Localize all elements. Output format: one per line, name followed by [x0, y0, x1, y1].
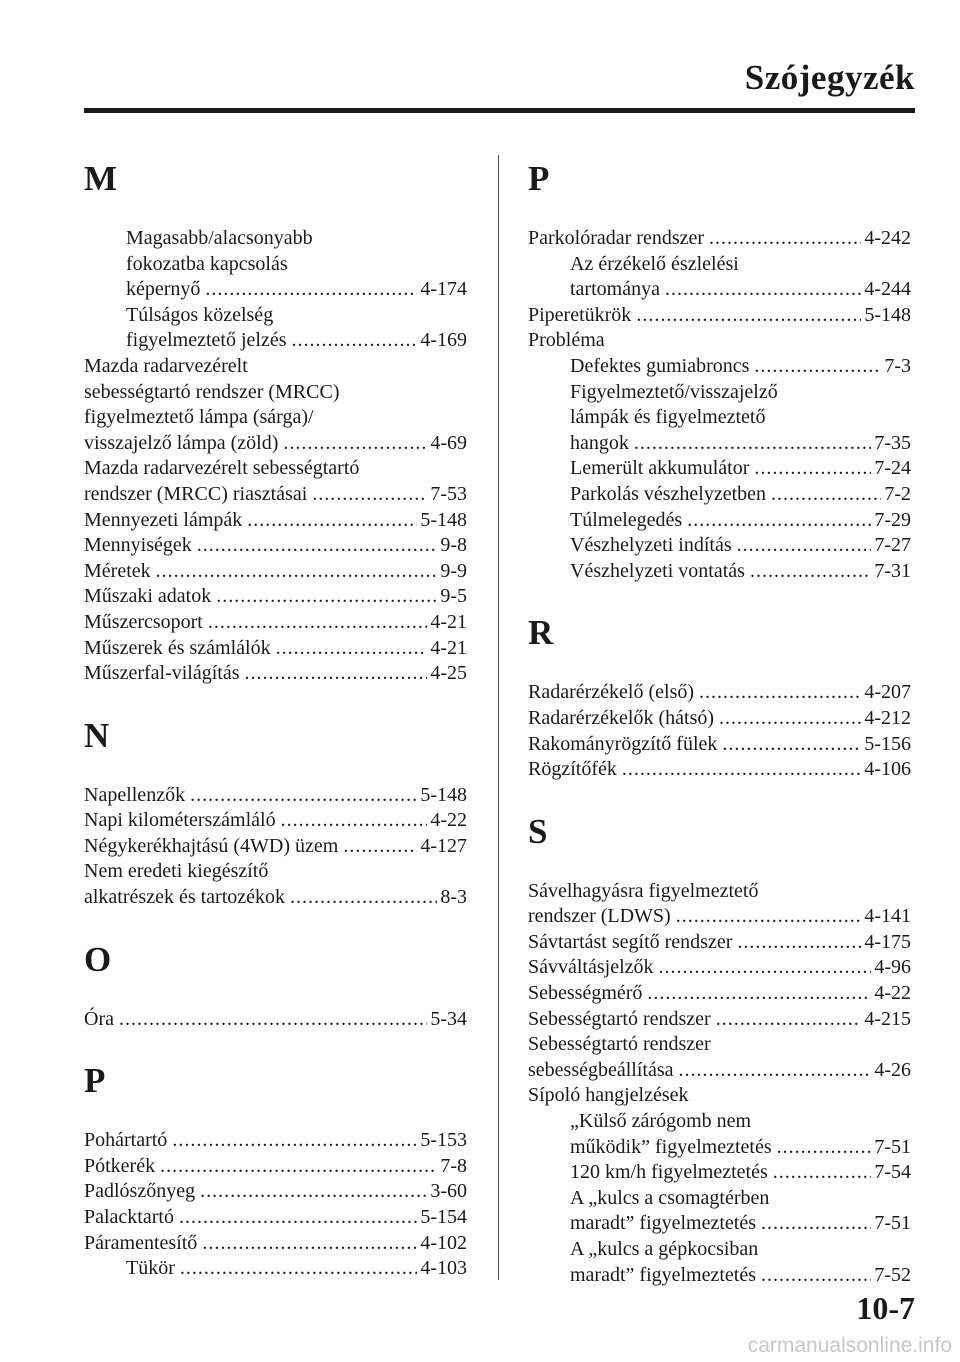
entry-text: 120 km/h figyelmeztetés [570, 1161, 768, 1184]
entry-page-ref: 5-156 [864, 732, 911, 755]
left-column [84, 150, 467, 1282]
index-entry [84, 1179, 467, 1205]
entry-page-ref: 4-141 [864, 905, 911, 928]
entry-page-ref: 8-3 [440, 886, 467, 909]
index-entry-line: A „kulcs a csomagtérben [570, 1186, 770, 1209]
entry-page-ref: 4-26 [874, 1058, 911, 1081]
index-entry [84, 431, 467, 457]
entry-text: Műszercsoport [84, 610, 203, 633]
entry-page-ref: 7-3 [884, 354, 911, 377]
index-entry [84, 1128, 467, 1154]
dot-leader [676, 904, 862, 930]
dot-leader [179, 1205, 417, 1231]
index-entry-line: Sebességtartó rendszer [528, 1033, 711, 1056]
index-entry [84, 1007, 467, 1033]
index-entry-line: Túlságos közelség [126, 303, 274, 326]
index-entry [528, 904, 911, 930]
dot-leader [156, 559, 438, 585]
entry-text: Négykerékhajtású (4WD) üzem [84, 834, 339, 857]
dot-leader [208, 610, 427, 636]
dot-leader [205, 277, 417, 303]
entry-text: Parkolás vészhelyzetben [570, 482, 767, 505]
entry-page-ref: 4-127 [420, 834, 467, 857]
page-header-title: Szójegyzék [744, 58, 915, 97]
entry-text: Mennyiségek [84, 534, 192, 557]
entry-text: Óra [84, 1007, 114, 1030]
dot-leader [716, 1007, 862, 1033]
dot-leader [200, 1179, 427, 1205]
dot-leader [761, 1263, 871, 1289]
index-entry-line: Sávelhagyásra figyelmeztető [528, 879, 759, 902]
entry-text: Napi kilométerszámláló [84, 809, 276, 832]
index-entry [84, 1256, 467, 1282]
index-entry-line: Sípoló hangjelzések [528, 1084, 689, 1107]
dot-leader [636, 303, 861, 329]
entry-text: Méretek [84, 559, 151, 582]
entry-page-ref: 4-22 [430, 809, 467, 832]
entry-text: Rakományrögzítő fülek [528, 732, 718, 755]
section-letter: R [528, 613, 554, 653]
entry-text: Radarérzékelők (hátsó) [528, 706, 715, 729]
entry-text: Defektes gumiabroncs [570, 354, 750, 377]
entry-page-ref: 7-31 [874, 559, 911, 582]
index-entry [528, 354, 911, 380]
index-entry [528, 1058, 911, 1084]
index-entry [528, 456, 911, 482]
entry-text: működik” figyelmeztetés [570, 1135, 772, 1158]
dot-leader [665, 277, 861, 303]
dot-leader [281, 808, 428, 834]
entry-text: tartománya [570, 278, 660, 301]
dot-leader [750, 559, 871, 585]
entry-page-ref: 7-52 [874, 1263, 911, 1286]
index-entry [528, 533, 911, 559]
index-entry [84, 508, 467, 534]
entry-text: Lemerült akkumulátor [570, 457, 750, 480]
entry-page-ref: 9-8 [440, 534, 467, 557]
entry-page-ref: 7-51 [874, 1135, 911, 1158]
index-entry [528, 1263, 911, 1289]
index-entry [84, 661, 467, 687]
index-entry [84, 1205, 467, 1231]
entry-page-ref: 4-21 [430, 610, 467, 633]
entry-page-ref: 4-169 [420, 329, 467, 352]
index-entry [528, 559, 911, 585]
entry-text: maradt” figyelmeztetés [570, 1212, 757, 1235]
entry-text: Túlmelegedés [570, 508, 683, 531]
index-entry [528, 732, 911, 758]
index-entry [528, 757, 911, 783]
section-letter: N [84, 715, 110, 755]
index-entry-line: Nem eredeti kiegészítő [84, 860, 269, 883]
dot-leader [722, 732, 861, 758]
index-entry-line: figyelmeztető lámpa (sárga)/ [84, 406, 314, 429]
dot-leader [312, 482, 427, 508]
entry-page-ref: 4-212 [864, 706, 911, 729]
entry-page-ref: 4-96 [874, 956, 911, 979]
section-letter: M [84, 159, 118, 198]
entry-page-ref: 3-60 [430, 1180, 467, 1203]
entry-text: Mennyezeti lámpák [84, 508, 243, 531]
entry-text: Pohártartó [84, 1129, 168, 1152]
dot-leader [634, 431, 871, 457]
entry-page-ref: 4-25 [430, 662, 467, 685]
index-entry-line: Probléma [528, 329, 605, 352]
entry-text: Palacktartó [84, 1206, 174, 1229]
entry-page-ref: 4-175 [864, 930, 911, 953]
entry-text: Műszerfal-világítás [84, 662, 240, 685]
entry-text: Műszerek és számlálók [84, 636, 271, 659]
dot-leader [771, 482, 881, 508]
entry-page-ref: 4-244 [864, 278, 911, 301]
entry-text: képernyő [126, 278, 201, 301]
index-entry [84, 636, 467, 662]
entry-page-ref: 4-21 [430, 636, 467, 659]
index-entry-line: „Külső zárógomb nem [570, 1110, 752, 1133]
index-entry-line: Mazda radarvezérelt sebességtartó [84, 457, 360, 480]
index-entry [528, 1160, 911, 1186]
entry-page-ref: 7-27 [874, 534, 911, 557]
index-entry [528, 226, 911, 252]
entry-text: rendszer (LDWS) [528, 905, 671, 928]
index-entry-line: lámpák és figyelmeztető [570, 406, 766, 429]
section-letter: S [528, 811, 548, 851]
entry-text: sebességbeállítása [528, 1058, 674, 1081]
dot-leader [216, 584, 437, 610]
entry-text: Padlószőnyeg [84, 1180, 196, 1203]
index-entry [84, 277, 467, 303]
index-entry [528, 680, 911, 706]
dot-leader [737, 930, 861, 956]
dot-leader [709, 226, 861, 252]
entry-page-ref: 7-2 [884, 482, 911, 505]
entry-page-ref: 4-207 [864, 681, 911, 704]
page-number: 10-7 [856, 1290, 915, 1326]
entry-page-ref: 4-242 [864, 227, 911, 249]
index-entry [528, 1135, 911, 1161]
dot-leader [699, 680, 861, 706]
entry-text: Vészhelyzeti vontatás [570, 559, 745, 582]
dot-leader [659, 955, 872, 981]
dot-leader [719, 706, 861, 732]
index-entry [84, 1231, 467, 1257]
dot-leader [172, 1128, 417, 1154]
index-entry [84, 885, 467, 911]
entry-text: Műszaki adatok [84, 585, 212, 608]
index-entry-line: Mazda radarvezérelt [84, 354, 248, 377]
entry-page-ref: 7-29 [874, 508, 911, 531]
entry-page-ref: 4-106 [864, 758, 911, 781]
entry-page-ref: 7-35 [874, 431, 911, 454]
entry-text: figyelmeztető jelzés [126, 329, 287, 352]
entry-text: Sávváltásjelzők [528, 956, 654, 979]
index-entry [528, 431, 911, 457]
entry-page-ref: 5-34 [430, 1007, 467, 1030]
entry-page-ref: 5-153 [420, 1129, 467, 1152]
entry-page-ref: 4-22 [874, 982, 911, 1005]
index-entry-line: Magasabb/alacsonyabb [126, 227, 313, 249]
index-entry [84, 533, 467, 559]
index-entry [84, 559, 467, 585]
section-letter: P [528, 159, 550, 198]
dot-leader [761, 1211, 871, 1237]
index-entry-line: A „kulcs a gépkocsiban [570, 1238, 759, 1260]
dot-leader [622, 757, 861, 783]
index-entry [84, 584, 467, 610]
entry-text: rendszer (MRCC) riasztásai [84, 482, 308, 505]
entry-text: Rögzítőfék [528, 758, 617, 781]
dot-leader [290, 885, 437, 911]
entry-page-ref: 7-53 [430, 482, 467, 505]
index-entry [84, 482, 467, 508]
index-entry-line: Figyelmeztető/visszajelző [570, 380, 778, 403]
dot-leader [343, 834, 417, 860]
index-entry [528, 277, 911, 303]
entry-text: Tükör [126, 1257, 175, 1280]
entry-page-ref: 7-8 [440, 1154, 467, 1177]
dot-leader [190, 783, 417, 809]
section-letter: O [84, 939, 112, 979]
dot-leader [247, 508, 417, 534]
dot-leader [773, 1160, 872, 1186]
dot-leader [687, 508, 871, 534]
index-entry [84, 328, 467, 354]
index-entry [84, 1154, 467, 1180]
index-entry [528, 303, 911, 329]
entry-page-ref: 5-148 [420, 783, 467, 806]
dot-leader [180, 1256, 417, 1282]
dot-leader [119, 1007, 427, 1033]
entry-page-ref: 4-69 [430, 431, 467, 454]
entry-text: Napellenzők [84, 783, 186, 806]
entry-page-ref: 7-51 [874, 1212, 911, 1235]
index-entry [528, 981, 911, 1007]
dot-leader [276, 636, 428, 662]
index-entry-line: sebességtartó rendszer (MRCC) [84, 380, 340, 403]
entry-text: visszajelző lámpa (zöld) [84, 431, 279, 454]
index-entry-line: Az érzékelő észlelési [570, 252, 739, 275]
dot-leader [245, 661, 428, 687]
entry-text: Piperetükrök [528, 303, 632, 326]
dot-leader [197, 533, 438, 559]
entry-page-ref: 9-9 [440, 559, 467, 582]
entry-page-ref: 4-174 [420, 278, 467, 301]
entry-page-ref: 5-154 [420, 1206, 467, 1229]
dot-leader [291, 328, 417, 354]
dot-leader [283, 431, 427, 457]
index-entry [528, 706, 911, 732]
index-entry [528, 930, 911, 956]
entry-text: maradt” figyelmeztetés [570, 1263, 757, 1286]
entry-text: hangok [570, 431, 629, 454]
entry-text: Páramentesítő [84, 1231, 198, 1254]
index-entry [528, 508, 911, 534]
entry-page-ref: 5-148 [420, 508, 467, 531]
entry-text: Sebességtartó rendszer [528, 1007, 711, 1030]
entry-page-ref: 4-215 [864, 1007, 911, 1030]
dot-leader [777, 1135, 872, 1161]
index-entry [528, 1007, 911, 1033]
watermark: carmanualsonline.info [747, 1334, 952, 1357]
index-entry [84, 808, 467, 834]
entry-text: Radarérzékelő (első) [528, 681, 695, 704]
right-column [528, 150, 911, 1288]
dot-leader [737, 533, 872, 559]
dot-leader [679, 1058, 872, 1084]
index-entry [84, 783, 467, 809]
index-entry [528, 1211, 911, 1237]
index-entry [528, 955, 911, 981]
entry-page-ref: 5-148 [864, 303, 911, 326]
entry-text: Pótkerék [84, 1154, 156, 1177]
index-entry [84, 610, 467, 636]
entry-text: Sávtartást segítő rendszer [528, 930, 733, 953]
entry-page-ref: 9-5 [440, 585, 467, 608]
entry-page-ref: 7-24 [874, 457, 911, 480]
dot-leader [754, 354, 881, 380]
index-entry [84, 834, 467, 860]
dot-leader [160, 1154, 437, 1180]
entry-text: Vészhelyzeti indítás [570, 534, 732, 557]
entry-text: Parkolóradar rendszer [528, 227, 705, 249]
dot-leader [202, 1231, 417, 1257]
index-entry-line: fokozatba kapcsolás [126, 252, 288, 275]
entry-text: Sebességmérő [528, 982, 643, 1005]
entry-page-ref: 7-54 [874, 1161, 911, 1184]
dot-leader [754, 456, 871, 482]
entry-page-ref: 4-102 [420, 1231, 467, 1254]
entry-page-ref: 4-103 [420, 1257, 467, 1280]
column-divider [498, 155, 499, 1280]
header-rule [84, 108, 915, 113]
index-entry [528, 482, 911, 508]
section-letter: P [84, 1061, 106, 1101]
dot-leader [647, 981, 871, 1007]
entry-text: alkatrészek és tartozékok [84, 886, 286, 909]
